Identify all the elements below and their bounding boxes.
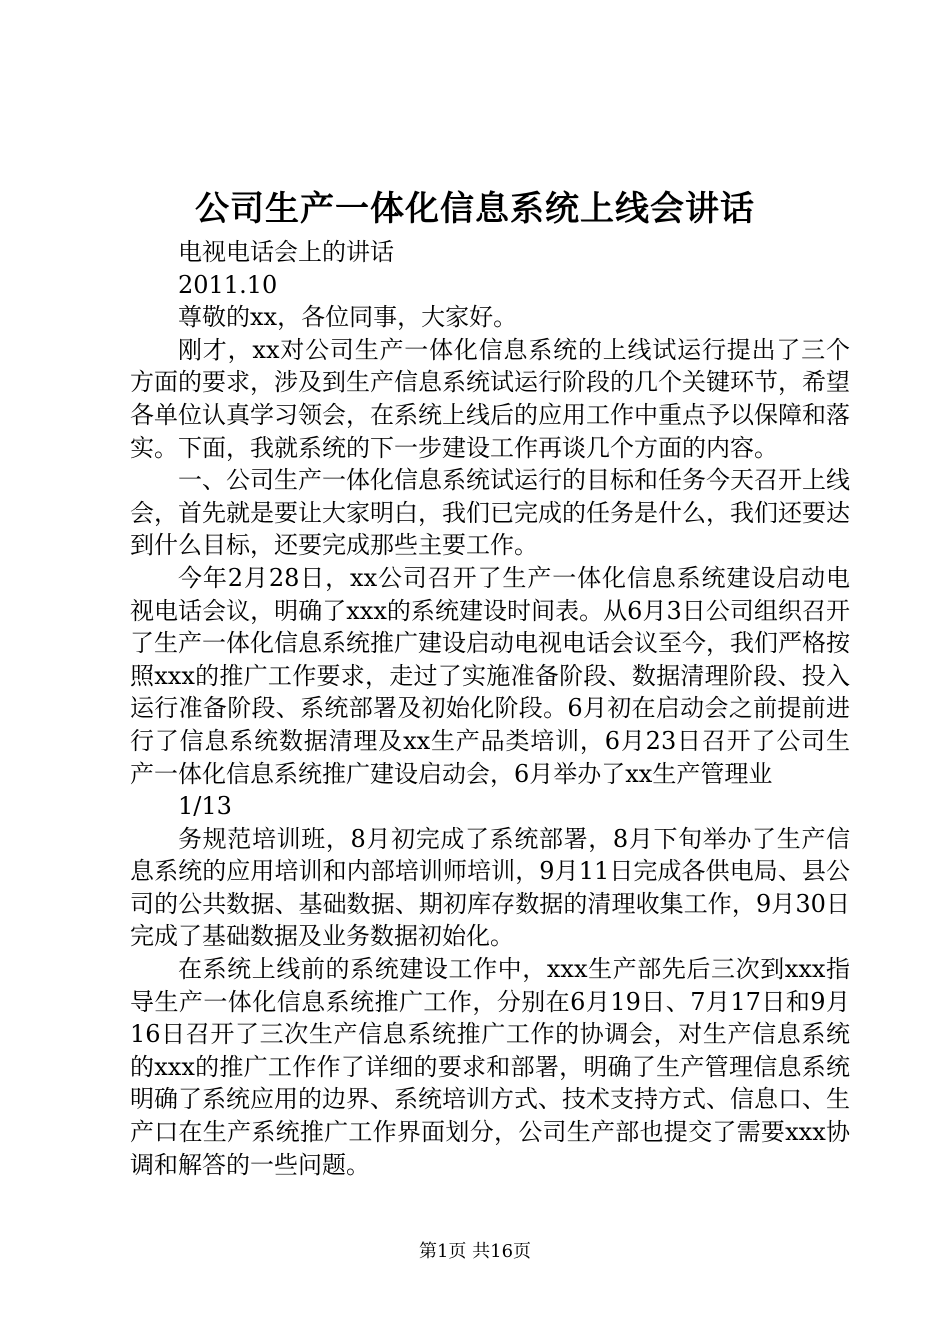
body-paragraph: 一、公司生产一体化信息系统试运行的目标和任务今天召开上线会，首先就是要让大家明白，我们已完成的任务是什么，我们还要达到什么目标，还要完成那些主要工作。 <box>130 466 850 560</box>
page-footer: 第1页 共16页 <box>418 1241 532 1262</box>
body-paragraph: 务规范培训班，8月初完成了系统部署，8月下旬举办了生产信息系统的应用培训和内部培训师培训，9月11日完成各供电局、县公司的公共数据、基础数据、期初库存数据的清理收集工作，9月30日完成了基础数据及业务数据初始化。 <box>130 824 850 951</box>
date-paragraph: 2011.10 <box>178 270 278 299</box>
body-paragraph: 今年2月28日，xx公司召开了生产一体化信息系统建设启动电视电话会议，明确了xxx的系统建设时间表。从6月3日公司组织召开了生产一体化信息系统推广建设启动电视电话会议至今，我们严格按照xxx的推广工作要求，走过了实施准备阶段、数据清理阶段、投入运行准备阶段、系统部署及初始化阶段。6月初在启动会之前提前进行了信息系统数据清理及xx生产品类培训，6月23日召开了公司生产一体化信息系统推广建设启动会，6月举办了xx生产管理业 <box>130 563 850 788</box>
inline-page-marker: 1/13 <box>178 792 232 821</box>
greeting-paragraph: 尊敬的xx，各位同事，大家好。 <box>178 303 518 332</box>
subtitle-paragraph: 电视电话会上的讲话 <box>178 238 394 266</box>
document-body <box>130 236 850 1181</box>
body-paragraph: 刚才，xx对公司生产一体化信息系统的上线试运行提出了三个方面的要求，涉及到生产信息系统试运行阶段的几个关键环节，希望各单位认真学习领会，在系统上线后的应用工作中重点予以保障和落实。下面，我就系统的下一步建设工作再谈几个方面的内容。 <box>130 335 850 462</box>
body-paragraph: 在系统上线前的系统建设工作中，xxx生产部先后三次到xxx指导生产一体化信息系统推广工作，分别在6月19日、7月17日和9月16日召开了三次生产信息系统推广工作的协调会，对生产信息系统的xxx的推广工作作了详细的要求和部署，明确了生产管理信息系统明确了系统应用的边界、系统培训方式、技术支持方式、信息口、生产口在生产系统推广工作界面划分，公司生产部也提交了需要xxx协调和解答的一些问题。 <box>130 955 850 1179</box>
document-title: 公司生产一体化信息系统上线会讲话 <box>195 189 755 229</box>
